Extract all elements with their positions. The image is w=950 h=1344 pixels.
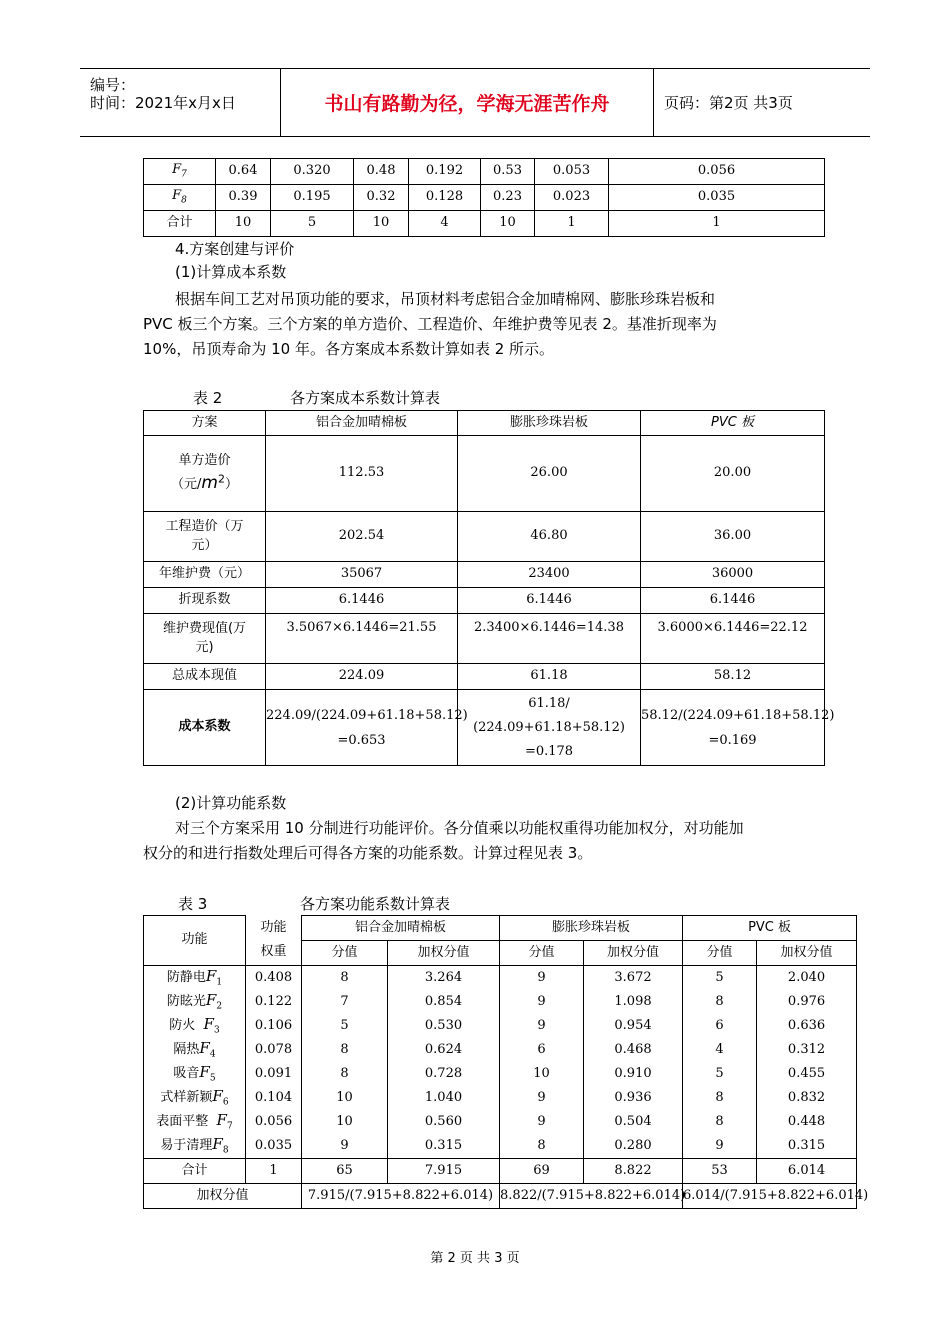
motto: 书山有路勤为径，学海无涯苦作舟 [281, 69, 654, 136]
table-row: 表面平整 $F_7$ 0.056 10 0.560 9 0.504 8 0.448 [144, 1110, 857, 1134]
table-row: $F_7$ 0.64 0.320 0.48 0.192 0.53 0.053 0.056 [144, 159, 825, 185]
table-2 [143, 410, 835, 766]
table-row: 合计 10 5 10 4 10 1 1 [144, 211, 825, 237]
page-footer: 第 2 页 共 3 页 [430, 1251, 520, 1266]
section-heading: 4.方案创建与评价 [175, 240, 295, 258]
subsection-heading: (1)计算成本系数 [175, 263, 287, 281]
table-3-number: 表 3 [178, 895, 208, 913]
paragraph-line: 10%，吊顶寿命为 10 年。各方案成本系数计算如表 2 所示。 [143, 340, 555, 358]
table-row: 易于清理$F_8$ 0.035 9 0.315 8 0.280 9 0.315 [144, 1134, 857, 1159]
table-header-row: 权重 分值 加权分值 分值 加权分值 分值 加权分值 [144, 941, 857, 966]
table-3 [143, 915, 869, 1209]
table-weighted-row: 加权分值 7.915/(7.915+8.822+6.014) 8.822/(7.915+8.822+6.014) 6.014/(7.915+8.822+6.014) [144, 1184, 857, 1209]
page-label: 页码：第2页 共3页 [664, 94, 793, 112]
table-row: 成本系数 224.09/(224.09+61.18+58.12) =0.653 61.18/ (224.09+61.18+58.12) =0.178 58.12/(224.09+61.18+58.12) =0.169 [144, 690, 825, 766]
paragraph-line: 权分的和进行指数处理后可得各方案的功能系数。计算过程见表 3。 [143, 844, 593, 862]
table-row: 防火 $F_3$ 0.106 5 0.530 9 0.954 6 0.636 [144, 1014, 857, 1038]
table-header-row: 功能 功能 铝合金加晴棉板 膨胀珍珠岩板 PVC 板 [144, 916, 857, 941]
table-row: 防静电$F_1$ 0.408 8 3.264 9 3.672 5 2.040 [144, 966, 857, 991]
paragraph-line: 根据车间工艺对吊顶功能的要求，吊顶材料考虑铝合金加晴棉网、膨胀珍珠岩板和 [175, 290, 716, 308]
table-3-body [144, 966, 857, 1159]
table-row: 防眩光$F_2$ 0.122 7 0.854 9 1.098 8 0.976 [144, 990, 857, 1014]
subsection-heading: (2)计算功能系数 [175, 794, 287, 812]
table-2-title: 各方案成本系数计算表 [290, 389, 441, 407]
table-row: 年维护费（元） 35067 23400 36000 [144, 562, 825, 588]
table-row: 工程造价（万 元） 202.54 46.80 36.00 [144, 512, 825, 562]
table-row: 隔热$F_4$ 0.078 8 0.624 6 0.468 4 0.312 [144, 1038, 857, 1062]
table-header-row: 方案 铝合金加晴棉板 膨胀珍珠岩板 PVC 板 [144, 411, 825, 436]
table-row: 折现系数 6.1446 6.1446 6.1446 [144, 588, 825, 614]
table-row: $F_8$ 0.39 0.195 0.32 0.128 0.23 0.023 0.035 [144, 185, 825, 211]
table-2-number: 表 2 [193, 389, 223, 407]
table-3-title: 各方案功能系数计算表 [300, 895, 451, 913]
page-header [80, 68, 870, 137]
table-row: 维护费现值(万 元) 3.5067×6.1446=21.55 2.3400×6.1446=14.38 3.6000×6.1446=22.12 [144, 614, 825, 664]
table-1-continued [143, 158, 825, 237]
paragraph-line: 对三个方案采用 10 分制进行功能评价。各分值乘以功能权重得功能加权分，对功能加 [175, 819, 744, 837]
time-label: 时间：2021年x月x日 [90, 94, 236, 112]
table-total-row: 合计 1 65 7.915 69 8.822 53 6.014 [144, 1159, 857, 1184]
table-row: 总成本现值 224.09 61.18 58.12 [144, 664, 825, 690]
header-meta [80, 69, 281, 136]
number-label: 编号： [90, 76, 136, 94]
table-row: 吸音$F_5$ 0.091 8 0.728 10 0.910 5 0.455 [144, 1062, 857, 1086]
table-row: 式样新颖$F_6$ 0.104 10 1.040 9 0.936 8 0.832 [144, 1086, 857, 1110]
paragraph-line: PVC 板三个方案。三个方案的单方造价、工程造价、年维护费等见表 2。基准折现率为 [143, 315, 717, 333]
table-row: 单方造价 （元$/m^2$） 112.53 26.00 20.00 [144, 436, 825, 512]
